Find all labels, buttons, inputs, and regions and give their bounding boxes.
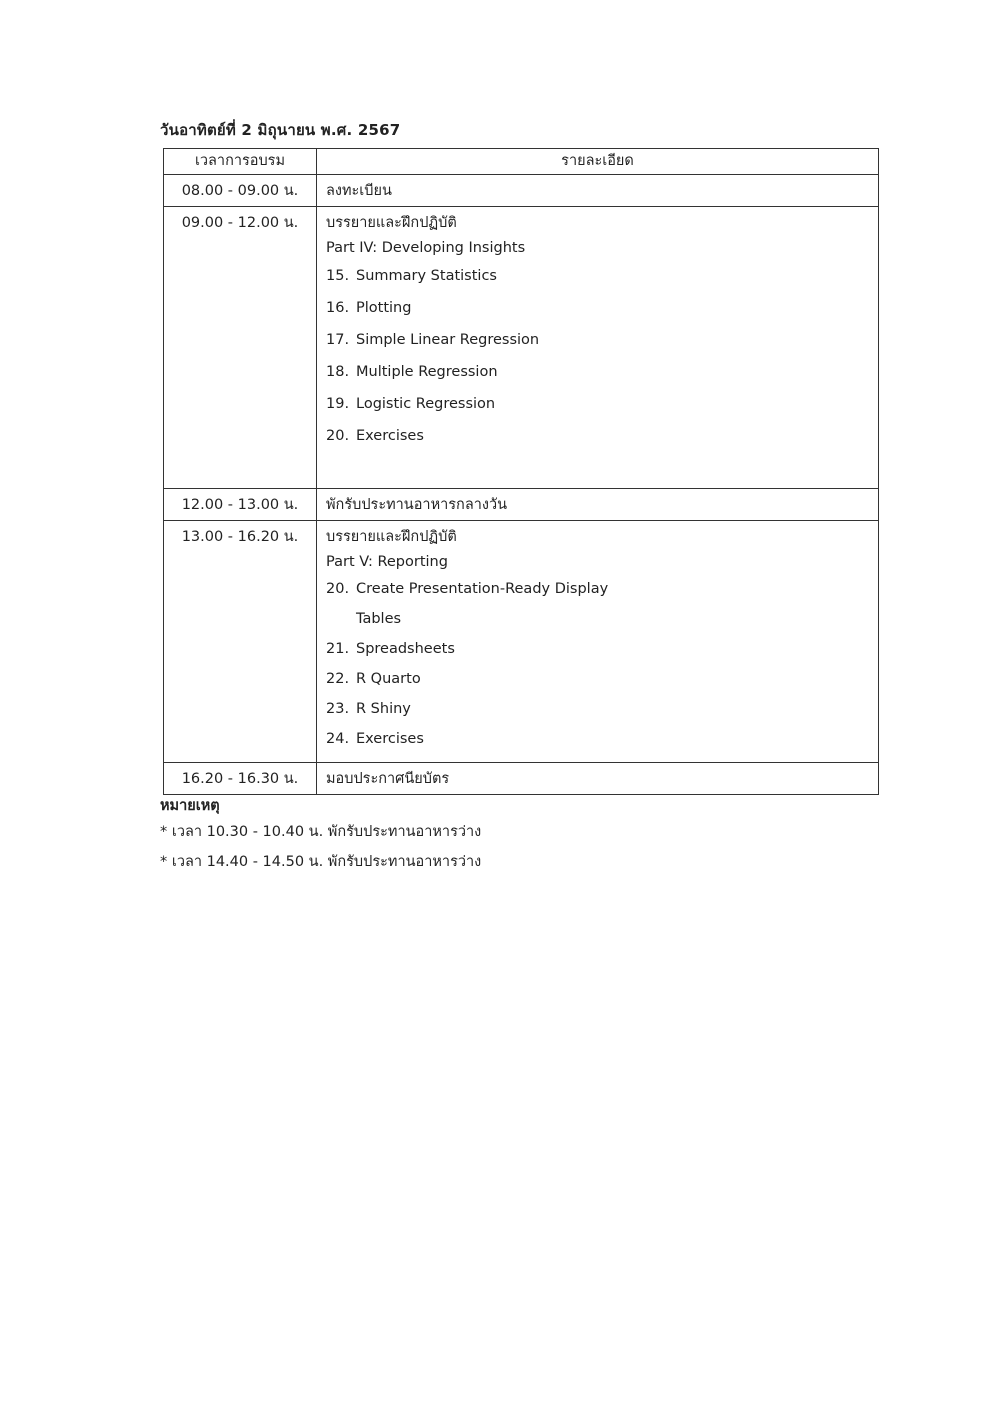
- list-item: [326, 574, 878, 604]
- item-text: Multiple Regression: [356, 364, 498, 380]
- detail-cell: ลงทะเบียน: [317, 175, 879, 207]
- list-item: [326, 634, 878, 664]
- item-number: 16.: [326, 300, 350, 316]
- item-text: R Shiny: [356, 701, 411, 717]
- topic-list: [326, 260, 878, 452]
- time-cell: 12.00 - 13.00 น.: [164, 489, 317, 521]
- table-row: [164, 763, 879, 795]
- item-text: Create Presentation-Ready Display: [356, 581, 609, 597]
- item-number: 19.: [326, 396, 350, 412]
- session-heading: บรรยายและฝึกปฏิบัติ: [326, 215, 457, 231]
- item-text: Exercises: [356, 428, 424, 444]
- table-row: [164, 175, 879, 207]
- item-number: 22.: [326, 671, 350, 687]
- detail-cell: [317, 521, 879, 763]
- detail-cell: มอบประกาศนียบัตร: [317, 763, 879, 795]
- time-cell: 09.00 - 12.00 น.: [164, 207, 317, 489]
- table-row: [164, 489, 879, 521]
- item-text: R Quarto: [356, 671, 421, 687]
- table-row: [164, 207, 879, 489]
- item-text: Spreadsheets: [356, 641, 455, 657]
- list-item: [326, 356, 878, 388]
- session-heading: บรรยายและฝึกปฏิบัติ: [326, 529, 457, 545]
- remarks-section: [160, 795, 481, 877]
- item-text: Plotting: [356, 300, 412, 316]
- table-header-row: [164, 149, 879, 175]
- remarks-title: หมายเหตุ: [160, 798, 220, 814]
- time-cell: 16.20 - 16.30 น.: [164, 763, 317, 795]
- part-title: Part IV: Developing Insights: [326, 240, 526, 256]
- item-number: 15.: [326, 268, 350, 284]
- detail-cell: พักรับประทานอาหารกลางวัน: [317, 489, 879, 521]
- header-time: เวลาการอบรม: [164, 149, 317, 175]
- detail-cell: [317, 207, 879, 489]
- item-text: Tables: [356, 611, 402, 627]
- remarks-item: * เวลา 14.40 - 14.50 น. พักรับประทานอาหารว่าง: [160, 854, 482, 870]
- remarks-item: * เวลา 10.30 - 10.40 น. พักรับประทานอาหารว่าง: [160, 824, 482, 840]
- page-title: วันอาทิตย์ที่ 2 มิถุนายน พ.ศ. 2567: [160, 121, 401, 139]
- item-number: 23.: [326, 701, 350, 717]
- item-text: Summary Statistics: [356, 268, 497, 284]
- header-detail: รายละเอียด: [317, 149, 879, 175]
- time-cell: 08.00 - 09.00 น.: [164, 175, 317, 207]
- list-item: [326, 420, 878, 452]
- item-number: 20.: [326, 581, 350, 597]
- list-item: [326, 694, 878, 724]
- time-cell: 13.00 - 16.20 น.: [164, 521, 317, 763]
- schedule-table: [163, 148, 879, 795]
- item-number: 20.: [326, 428, 350, 444]
- list-item: [326, 324, 878, 356]
- list-item: [326, 388, 878, 420]
- table-row: [164, 521, 879, 763]
- item-number: 21.: [326, 641, 350, 657]
- list-item: [326, 292, 878, 324]
- item-number: 18.: [326, 364, 350, 380]
- list-item: [326, 604, 878, 634]
- item-number: 17.: [326, 332, 350, 348]
- list-item: [326, 260, 878, 292]
- topic-list: [326, 574, 878, 754]
- list-item: [326, 664, 878, 694]
- list-item: [326, 724, 878, 754]
- item-text: Exercises: [356, 731, 424, 747]
- item-text: Simple Linear Regression: [356, 332, 540, 348]
- item-number: 24.: [326, 731, 350, 747]
- item-text: Logistic Regression: [356, 396, 496, 412]
- part-title: Part V: Reporting: [326, 554, 448, 570]
